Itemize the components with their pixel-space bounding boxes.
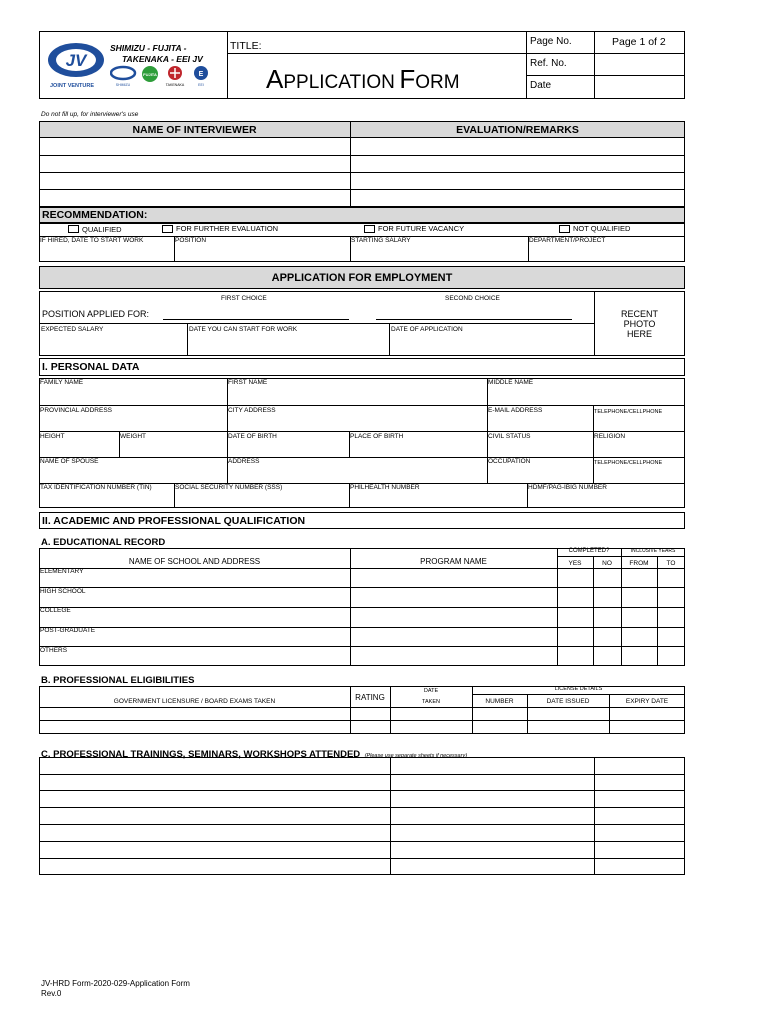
family-name-field[interactable]: FAMILY NAME bbox=[40, 379, 84, 386]
footer-form-code: JV-HRD Form-2020-029-Application Form bbox=[41, 979, 190, 988]
occupation-field[interactable]: OCCUPATION bbox=[488, 458, 531, 465]
academic-title: II. ACADEMIC AND PROFESSIONAL QUALIFICATION bbox=[42, 515, 306, 527]
sss-field[interactable]: SOCIAL SECURITY NUMBER (SSS) bbox=[175, 484, 283, 491]
col-program-name: PROGRAM NAME bbox=[420, 557, 487, 566]
trainings-note: (Please use separate sheets if necessary) bbox=[364, 753, 468, 759]
not-qualified-checkbox[interactable] bbox=[559, 225, 570, 233]
date-application-field[interactable]: DATE OF APPLICATION bbox=[391, 326, 463, 333]
col-school-name: NAME OF SCHOOL AND ADDRESS bbox=[128, 557, 261, 566]
col-date-issued: DATE ISSUED bbox=[546, 698, 590, 705]
col-no: NO bbox=[602, 560, 612, 567]
civil-status-field[interactable]: CIVIL STATUS bbox=[488, 433, 531, 440]
further-evaluation-checkbox[interactable] bbox=[162, 225, 173, 233]
trainings-title: C. PROFESSIONAL TRAININGS, SEMINARS, WORKSHOPS ATTENDED bbox=[41, 749, 361, 760]
partner-marks bbox=[110, 65, 218, 89]
city-address-field[interactable]: CITY ADDRESS bbox=[228, 407, 276, 414]
logo-caption: JOINT VENTURE bbox=[50, 83, 95, 89]
personal-data-title: I. PERSONAL DATA bbox=[42, 361, 140, 373]
ref-no-label: Ref. No. bbox=[530, 58, 567, 69]
date-start-work-field[interactable]: IF HIRED, DATE TO START WORK bbox=[40, 237, 144, 244]
spouse-address-field[interactable]: ADDRESS bbox=[228, 458, 260, 465]
company-name-line2: TAKENAKA - EEI JV bbox=[122, 54, 203, 64]
interviewer-note: Do not fill up, for interviewer's use bbox=[41, 111, 139, 118]
edu-row-post-graduate[interactable]: POST-GRADUATE bbox=[40, 627, 96, 634]
qualified-label: QUALIFIED bbox=[82, 225, 122, 234]
provincial-address-field[interactable]: PROVINCIAL ADDRESS bbox=[40, 407, 113, 414]
second-choice-label: SECOND CHOICE bbox=[445, 295, 500, 302]
partner-mark-takenaka: TAKENAKA bbox=[165, 83, 185, 87]
col-yes: YES bbox=[568, 560, 582, 567]
first-choice-label: FIRST CHOICE bbox=[221, 295, 267, 302]
future-vacancy-label: FOR FUTURE VACANCY bbox=[378, 224, 465, 233]
weight-field[interactable]: WEIGHT bbox=[120, 433, 146, 440]
col-interviewer-name: NAME OF INTERVIEWER bbox=[132, 124, 257, 136]
philhealth-field[interactable]: PHILHEALTH NUMBER bbox=[350, 484, 420, 491]
spouse-name-field[interactable]: NAME OF SPOUSE bbox=[40, 458, 99, 465]
expected-salary-field[interactable]: EXPECTED SALARY bbox=[41, 326, 104, 333]
edu-row-college[interactable]: COLLEGE bbox=[40, 607, 71, 614]
future-vacancy-checkbox[interactable] bbox=[364, 225, 375, 233]
footer-revision: Rev.0 bbox=[41, 989, 62, 998]
svg-text:E: E bbox=[198, 71, 204, 78]
telephone-field[interactable]: TELEPHONE/CELLPHONE bbox=[594, 409, 663, 415]
title-label: TITLE: bbox=[230, 40, 262, 52]
first-choice-input[interactable] bbox=[163, 319, 349, 320]
jv-logo bbox=[46, 42, 106, 80]
educational-record-title: A. EDUCATIONAL RECORD bbox=[41, 537, 166, 548]
edu-row-others[interactable]: OTHERS bbox=[40, 647, 68, 654]
position-applied-label: POSITION APPLIED FOR: bbox=[42, 309, 150, 319]
email-address-field[interactable]: E-MAIL ADDRESS bbox=[488, 407, 543, 414]
spouse-telephone-field[interactable]: TELEPHONE/CELLPHONE bbox=[594, 460, 663, 466]
partner-mark-shimizu: SHIMIZU bbox=[115, 83, 131, 87]
second-choice-input[interactable] bbox=[376, 319, 572, 320]
form-title: APPLICATION FORM bbox=[266, 64, 460, 94]
middle-name-field[interactable]: MIDDLE NAME bbox=[488, 379, 534, 386]
col-taken: TAKEN bbox=[422, 699, 440, 705]
partner-mark-eei: EEI bbox=[198, 83, 204, 87]
pagibig-field[interactable]: HDMF/PAG-IBIG NUMBER bbox=[528, 484, 607, 491]
department-project-field[interactable]: DEPARTMENT/PROJECT bbox=[529, 237, 606, 244]
col-date: DATE bbox=[423, 688, 439, 694]
col-from: FROM bbox=[629, 560, 649, 567]
svg-text:FUJITA: FUJITA bbox=[143, 72, 157, 77]
col-completed: COMPLETED? bbox=[568, 548, 610, 554]
place-of-birth-field[interactable]: PLACE OF BIRTH bbox=[350, 433, 404, 440]
col-evaluation: EVALUATION/REMARKS bbox=[456, 124, 579, 136]
photo-placeholder[interactable]: RECENT PHOTO HERE bbox=[620, 309, 658, 339]
col-to: TO bbox=[666, 560, 676, 567]
recommendation-title: RECOMMENDATION: bbox=[42, 209, 148, 221]
company-name-line1: SHIMIZU - FUJITA - bbox=[110, 43, 187, 53]
tin-field[interactable]: TAX IDENTIFICATION NUMBER (TIN) bbox=[40, 484, 152, 491]
not-qualified-label: NOT QUALIFIED bbox=[573, 224, 631, 233]
eligibilities-title: B. PROFESSIONAL ELIGIBILITIES bbox=[41, 675, 195, 686]
starting-salary-field[interactable]: STARTING SALARY bbox=[351, 237, 411, 244]
date-label: Date bbox=[530, 80, 552, 91]
col-expiry-date: EXPIRY DATE bbox=[625, 698, 669, 705]
further-evaluation-label: FOR FURTHER EVALUATION bbox=[176, 224, 279, 233]
page-no-label: Page No. bbox=[530, 36, 572, 47]
col-inclusive-years: INCLUSIVE YEARS bbox=[630, 548, 676, 554]
position-field[interactable]: POSITION bbox=[175, 237, 207, 244]
height-field[interactable]: HEIGHT bbox=[40, 433, 65, 440]
date-start-field[interactable]: DATE YOU CAN START FOR WORK bbox=[189, 326, 298, 333]
col-license-number: NUMBER bbox=[485, 698, 514, 705]
first-name-field[interactable]: FIRST NAME bbox=[228, 379, 268, 386]
col-licensure-exam: GOVERNMENT LICENSURE / BOARD EXAMS TAKEN bbox=[113, 698, 276, 705]
page-value: Page 1 of 2 bbox=[612, 36, 666, 48]
religion-field[interactable]: RELIGION bbox=[594, 433, 626, 440]
qualified-checkbox[interactable] bbox=[68, 225, 79, 233]
edu-row-high-school[interactable]: HIGH SCHOOL bbox=[40, 588, 86, 595]
application-title: APPLICATION FOR EMPLOYMENT bbox=[271, 272, 453, 284]
edu-row-elementary[interactable]: ELEMENTARY bbox=[40, 568, 84, 575]
col-rating: RATING bbox=[355, 693, 385, 702]
col-license-details: LICENSE DETAILS bbox=[554, 686, 603, 692]
logo-letters: JV bbox=[65, 51, 87, 70]
date-of-birth-field[interactable]: DATE OF BIRTH bbox=[228, 433, 277, 440]
